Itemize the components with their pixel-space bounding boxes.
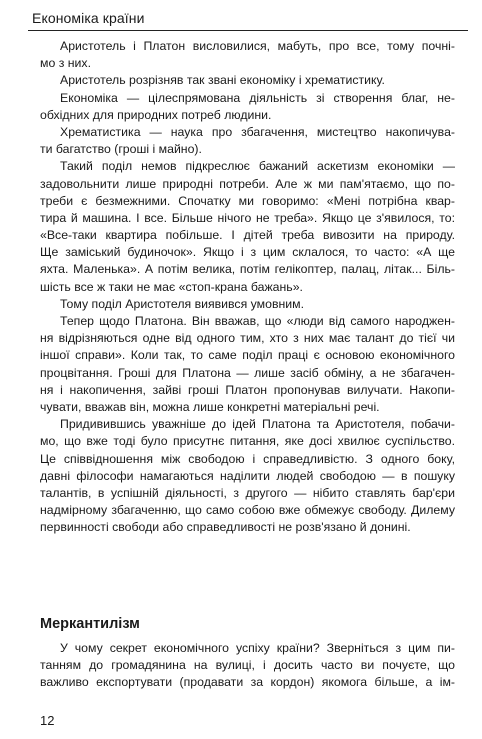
text-line: Тому поділ Аристотеля виявився умовним. (60, 296, 305, 311)
text-line: іншої справи». Коли так, то саме поділ праці є основою економічного (40, 348, 455, 363)
text-line: шість все ж таки не має «стоп-крана бажань». (40, 279, 303, 294)
text-line: ня і накопичення, зайві гроші Платон пропонував вилучати. Накопи- (40, 382, 455, 397)
text-line: яхта. Маленька». А потім велика, потім гелікоптер, палац, літак... Біль- (40, 262, 455, 277)
main-text (40, 38, 455, 536)
text-line: ня відрізняються одне від одного тим, хто з них має талант до тієї чи (40, 331, 455, 346)
text-line: У чому секрет економічного успіху країни? Зверніться з цим пи- (60, 641, 455, 655)
text-line: процвітання. Гроші для Платона — лише засіб обміну, а не збагачен- (40, 365, 455, 380)
text-line: треби є безмежними. Спочатку ми говоримо: «Мені потрібна квар- (40, 193, 455, 208)
text-line: давні філософи намагаються наділити людей свободою — в пошуку (40, 468, 455, 483)
text-line: «Все-таки квартира побільше. І дітей треба вивозити на природу. (40, 228, 455, 243)
text-line: Ще заміський будиночок». Якщо і з цим склалося, то часто: «А ще (40, 245, 455, 260)
text-line: мо з них. (40, 56, 91, 71)
text-line: обхідних для природних потреб людини. (40, 107, 272, 122)
text-line: первинності свободи або справедливості не розв'язано й донині. (40, 520, 411, 535)
running-header-title: Економіка країни (32, 10, 145, 26)
text-line: тира й машина. І все. Більше нічого не треба». Якщо це з'явилося, то: (40, 210, 455, 225)
text-line: ти багатство (гроші і майно). (40, 142, 202, 157)
text-line: танням до громадянина на вулиці, і досить часто ви почуєте, що (40, 658, 455, 673)
text-line: задовольнити лише природні потреби. Але ж ми пам'ятаємо, що по- (40, 176, 455, 191)
running-header (28, 4, 468, 31)
text-line: Придивившись уважніше до ідей Платона та Аристотеля, побачи- (60, 417, 455, 432)
section-heading: Меркантилізм (40, 616, 140, 632)
text-line: Аристотель розрізняв так звані економіку і хрематистику. (60, 73, 385, 88)
text-line: Такий поділ немов підкреслює бажаний аскетизм економіки — (60, 159, 455, 174)
text-line: надмірному збагаченню, що само собою вже обмежує свободу. Дилему (40, 503, 455, 518)
text-line: Економіка — цілеспрямована діяльність зі створення благ, не- (60, 90, 455, 105)
page-number: 12 (40, 713, 55, 728)
text-line: чувати, вважав він, можна лише конкретні матеріальні речі. (40, 399, 380, 414)
text-line: талантів, в успішній діяльності, з другого — нібито ставлять бар'єри (40, 485, 455, 500)
text-line: Аристотель і Платон висловилися, мабуть, про все, тому почні- (60, 39, 455, 53)
text-line: мо, що вже тоді було присутнє питання, яке досі хвилює суспільство. (40, 434, 455, 449)
text-line: важливо експортувати (продавати за кордон) якомога більше, а ім- (40, 675, 455, 690)
section-text (40, 640, 455, 692)
text-line: Тепер щодо Платона. Він вважав, що «люди від самого народжен- (60, 314, 455, 328)
text-line: Це співвідношення між свободою і справедливістю. З одного боку, (40, 451, 455, 466)
text-line: Хрематистика — наука про збагачення, мистецтво накопичува- (60, 124, 455, 139)
